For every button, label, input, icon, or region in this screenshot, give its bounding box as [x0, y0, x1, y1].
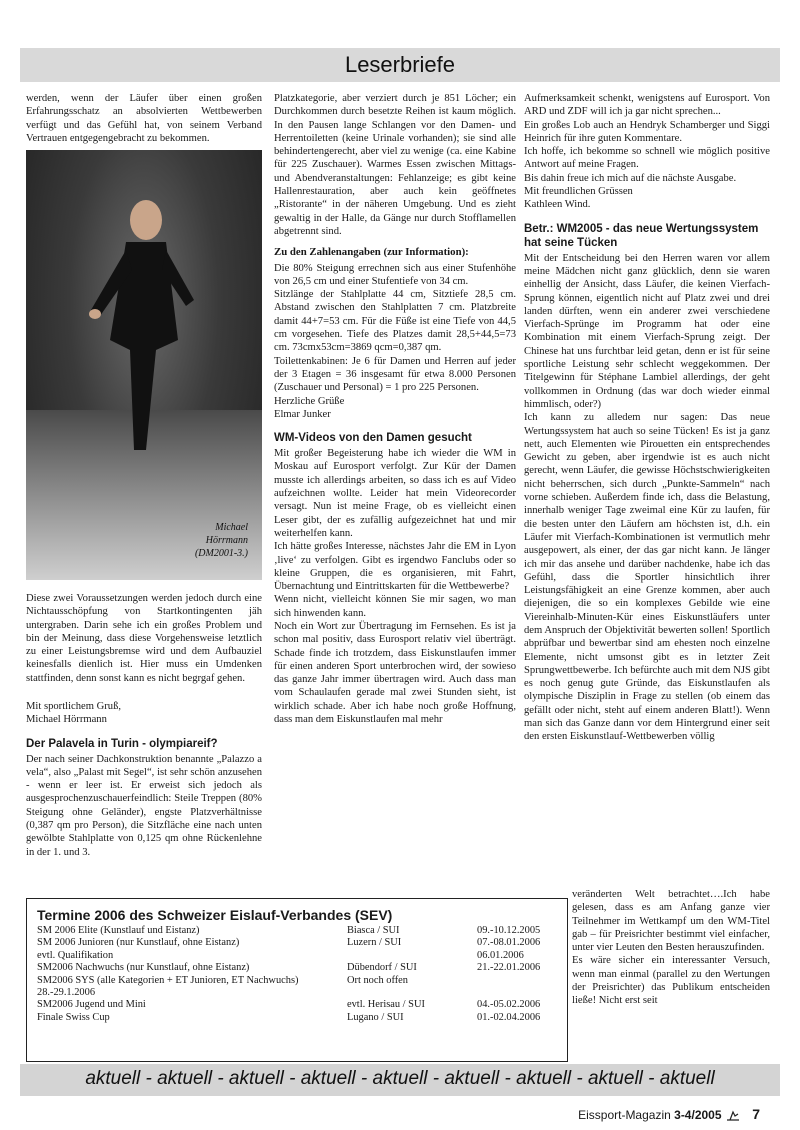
skater-photo: [26, 150, 262, 580]
termine-row: [37, 975, 567, 987]
col3-text6: Ich kann zu alledem nur sagen: Das neue Wertungssystem hat auch so seine Tücken! Es ist ja ganz nett, auch Elementen wie Pirouetten ein entsprechendes Gewicht zu geben, aber irgendwie ist es auch nicht gerecht, wenn Läufer, die gewisse Höchstschwierigkeiten nicht beherrschen, sich durch „Punkte-Sammeln“ nach vorne schieben. Außerdem finde ich, dass die Belastung, innerhalb weniger Tage zweimal eine Kür zu laufen, für die besten unter den Läufern am höchsten ist, d.h. ein Läufer mit Vierfach-Kombinationen ist vermutlich mehr ausgepowert, als einer, der das gar nicht kann. Je länger ich mir das ansehe und darüber nachdenke, habe ich das Gefühl, dass die Sportler hinsichtlich ihrer Leistungsfähigkeit an eine Grenze kommen, aber auch diejenigen, die so ein komplexes Gebilde wie eine Viereinhalb-Minuten-Kür eines Eiskunstläufers unter dem Anspruch der Objektivität bewerten sollen! Sportlich abprüfbar und bewertbar sind am ehesten noch einzelne Elemente, nicht umsonst gibt es in letzter Zeit Sprungwettbewerbe. Ich befürchte auch mit dem NJS gibt es noch genug gute Gründe, das Eiskunstlaufen als olympische Disziplin in Frage zu stellen (ob einem das gefällt oder nicht, steht auf einem anderen Blatt!). Wenn man sich das Ganze dann vor dem Hintergrund einer seit den ersten Eiskunstlauf-Wettbewerben völlig: [524, 412, 770, 743]
col3-signature: Kathleen Wind.: [524, 199, 591, 211]
col1-signoff: Mit sportlichem Gruß,: [26, 701, 122, 712]
col2-text3: Ich hätte großes Interesse, nächstes Jahr die EM in Lyon ‚live‘ zu verfolgen. Gibt es irgendwo Fanclubs oder so kleine Gruppen, die es organisieren, mit Fahrt, Übernachtung und Eintrittskarten für die Wettbewerbe?: [274, 541, 516, 593]
termine-place: Ort noch offen: [347, 974, 408, 986]
photo-caption: Michael Hörrmann (DM2001-3.): [194, 522, 248, 559]
termine-place: [347, 950, 477, 962]
termine-event: SM2006 Jugend und Mini: [37, 999, 146, 1011]
termine-date: 06.01.2006: [477, 949, 524, 961]
termine-date: 01.-02.04.2006: [477, 1011, 541, 1023]
column-3-narrow: [572, 888, 770, 1008]
skater-logo-icon: [725, 1110, 741, 1122]
termine-place: Dübendorf / SUI: [347, 962, 417, 974]
col3-text3: Ich hoffe, ich bekomme so schnell wie möglich positive Antwort auf meine Fragen.: [524, 146, 770, 171]
termine-place: Biasca / SUI: [347, 925, 400, 936]
col3-heading-wm2005: Betr.: WM2005 - das neue Wertungssystem hat seine Tücken: [524, 222, 759, 249]
col3-text1: Aufmerksamkeit schenkt, wenigstens auf Eurosport. Von ARD und ZDF will ich ja gar nicht sprechen...: [524, 93, 770, 118]
col2-signoff: Herzliche Grüße: [274, 395, 345, 407]
col3-text2: Ein großes Lob auch an Hendryk Schamberger und Siggi Heinrich für ihre guten Kommentare.: [524, 119, 770, 144]
col2-subheading: Zu den Zahlenangaben (zur Information):: [274, 246, 469, 259]
col2-text1: Platzkategorie, aber verziert durch je 851 Löcher; ein Durchkommen durch besetzte Reihen ist kaum möglich. In den Pausen lange Schlangen vor den Damen- und Herrentoiletten (keine Urinale vorhanden); sie sind alle behindertengerecht, aber viel zu wenige (ca. eine Kabine für 225 Zuschauer). Warmes Essen zwischen Mittags- und Abendveranstaltungen: Fehlanzeige; es gibt keine Hallenrestauration, aber auch kein geöffnetes „Ristorante“ in der näheren Umgebung. Und es zieht gewaltig in der Halle, da Gänge nur durch Stofflamellen abgetrennt sind.: [274, 93, 516, 237]
footer-issue: 3-4/2005: [674, 1108, 722, 1122]
termine-place: [347, 987, 477, 999]
column-3: [524, 92, 770, 744]
col1-text-palavela: Der nach seiner Dachkonstruktion benannte „Palazzo a vela“, also „Palast mit Segel“, ist sehr schön anzusehen - wenn er leer ist. Er erweist sich jedoch als ausgesprochenzuschauerfeindlich: Steile Treppen (80% Steigung ohne Geländer), engste Platzverhältnisse (0,387 qm pro Person), die Sitzfläche eine nach unten gewölbte Stahlplatte von 0,125 qm ohne Rückenlehne in der 1. und 3.: [26, 753, 262, 858]
termine-date: 04.-05.02.2006: [477, 999, 541, 1011]
column-1-continued: [26, 592, 262, 859]
col3-text4: Bis dahin freue ich mich auf die nächste Ausgabe.: [524, 172, 737, 184]
termine-title: Termine 2006 des Schweizer Eislauf-Verbandes (SEV): [37, 907, 393, 923]
termine-date: [477, 987, 567, 999]
aktuell-banner-text: aktuell - aktuell - aktuell - aktuell - aktuell - aktuell - aktuell - aktuell - aktuell: [85, 1068, 715, 1089]
col3-text5: Mit der Entscheidung bei den Herren waren vor allem meine Mädchen nicht ganz glücklich, denn sie waren einhellig der Ansicht, dass Läufer, die keinen Vierfach-Sprung können, eigentlich nicht auf Platz zwei und drei landen dürften, wenn ein anderer zwei verschiedene Vierfach-Sprünge im Programm hat oder eine Kombination mit einem Vierfach-Sprung zeigt. Der Chinese hat uns furchtbar leid getan, denn er ist für seine sportliche Leistung sehr schlecht weggekommen. Der Titelgewinn für Stéphane Lambiel allerdings, der geht vollkommen in Ordnung (das war doch wieder einmal himmlisch, oder?): [524, 252, 770, 410]
column-2: [274, 92, 516, 726]
termine-date: 09.-10.12.2005: [477, 925, 541, 936]
termine-row: [37, 937, 567, 949]
termine-row: [37, 987, 567, 999]
termine-row: [37, 999, 567, 1011]
termine-date: 07.-08.01.2006: [477, 937, 541, 949]
termine-place: Lugano / SUI: [347, 1011, 404, 1023]
col1-signature: Michael Hörrmann: [26, 714, 107, 726]
termine-date: 21.-22.01.2006: [477, 962, 541, 974]
col2-numbers2: Sitzlänge der Stahlplatte 44 cm, Sitztiefe 28,5 cm. Abstand zwischen den Stahlplatten 7 cm. Platzbreite damit 44+7=53 cm. Für die Füße ist eine Tiefe von 44,5 cm vorgesehen. Tiefe des Platzes damit 28,5+44,5=73 cm. 73cmx53cm=3869 qcm=0,387 qm.: [274, 289, 516, 354]
termine-event: SM 2006 Junioren (nur Kunstlauf, ohne Eistanz): [37, 937, 240, 949]
col3-text7: veränderten Welt betrachtet….Ich habe gelesen, dass es am Anfang ganze vier Teilnehmer im Wettkampf um den WM-Titel gab – für Preisrichter bestimmt viel einfacher, unter vier Leuten den Besten herauszufinden.: [572, 889, 770, 954]
termine-row: [37, 1012, 567, 1024]
termine-row: [37, 962, 567, 974]
col2-text4: Wenn nicht, vielleicht können Sie mir sagen, wo man sich hinwenden kann.: [274, 594, 516, 619]
termine-row: [37, 925, 567, 937]
termine-event: 28.-29.1.2006: [37, 987, 96, 999]
termine-date: [477, 975, 567, 987]
termine-event: SM 2006 Elite (Kunstlauf und Eistanz): [37, 925, 200, 936]
footer-magazine: Eissport-Magazin: [578, 1108, 671, 1122]
col1-intro: werden, wenn der Läufer über einen großen Erfahrungsschatz an absolvierten Wettbewerben verfügt und das Gefühl hat, von seinem Verband Vertrauen entgegengebracht zu bekommen.: [26, 93, 262, 144]
termine-table: [37, 925, 567, 1024]
section-title: Leserbriefe: [344, 52, 456, 77]
col1-continuation: Diese zwei Voraussetzungen werden jedoch durch eine Nichtausschöpfung von Startkontingenten jäh untergraben. Darin sehe ich ein großes Problem und bin der Meinung, dass diese Vorgehensweise letztlich zu einer Leistungsbremse wird und dem Aufbauziel keinesfalls dienlich ist. Hier muss ein Umdenken stattfinden, denn sonst kann es nicht begrgaf gehen.: [26, 593, 262, 684]
termine-place: evtl. Herisau / SUI: [347, 999, 425, 1011]
skater-figure: [86, 190, 196, 490]
col2-signature: Elmar Junker: [274, 408, 331, 420]
col1-heading-palavela: Der Palavela in Turin - olympiareif?: [26, 737, 218, 750]
page-footer: [578, 1106, 760, 1122]
col2-text5: Noch ein Wort zur Übertragung im Fernsehen. Es ist ja schon mal positiv, dass Eurosport relativ viel überträgt. Schade finde ich trotzdem, dass Eiskunstlaufen immer für einen anderen Sport unterbrochen wird, der sowieso das ganze Jahr immer übertragen wird. Auch dass man vom Schaulaufen gerade mal zwei Stunden sieht, ist wirklich schade. Aber ich habe noch große Hoffnung, dass man dem Eiskunstlaufen mal mehr: [274, 620, 516, 726]
termine-event: evtl. Qualifikation: [37, 949, 114, 961]
termine-row: [37, 950, 567, 962]
col2-heading-videos: WM-Videos von den Damen gesucht: [274, 432, 472, 445]
col3-text8: Es wäre sicher ein interessanter Versuch, wenn man einmal (parallel zu den Wertungen der Preisrichter) das Publikum entscheiden ließe! Nicht erst seit: [572, 955, 770, 1007]
column-1: [26, 92, 262, 150]
col2-numbers1: Die 80% Steigung errechnen sich aus einer Stufenhöhe von 26,5 cm und einer Stufentiefe von 34 cm.: [274, 262, 516, 287]
termine-event: SM2006 Nachwuchs (nur Kunstlauf, ohne Eistanz): [37, 962, 250, 974]
col2-text2: Mit großer Begeisterung habe ich wieder die WM in Moskau auf Eurosport verfolgt. Zur Kür der Damen musste ich allerdings arbeiten, so dass ich es auf Video aufzeichnen wollte. Leider hat mein Videorecorder versagt. Nun ist meine Frage, ob es vielleicht einen Leser gibt, der es zufällig aufgezeichnet hat und mir weiterhelfen kann.: [274, 448, 516, 539]
termine-place: Luzern / SUI: [347, 937, 402, 949]
col3-signoff: Mit freundlichen Grüssen: [524, 186, 633, 198]
page-number: 7: [752, 1106, 760, 1122]
termine-event: SM2006 SYS (alle Kategorien + ET Junioren, ET Nachwuchs): [37, 974, 299, 986]
col2-numbers3: Toilettenkabinen: Je 6 für Damen und Herren auf jeder der 3 Etagen = 36 insgesamt für etwa 8.000 Personen (Zuschauer und Personal) = 1 pro 225 Personen.: [274, 355, 516, 394]
termine-box: [26, 898, 568, 1062]
termine-event: Finale Swiss Cup: [37, 1011, 110, 1023]
